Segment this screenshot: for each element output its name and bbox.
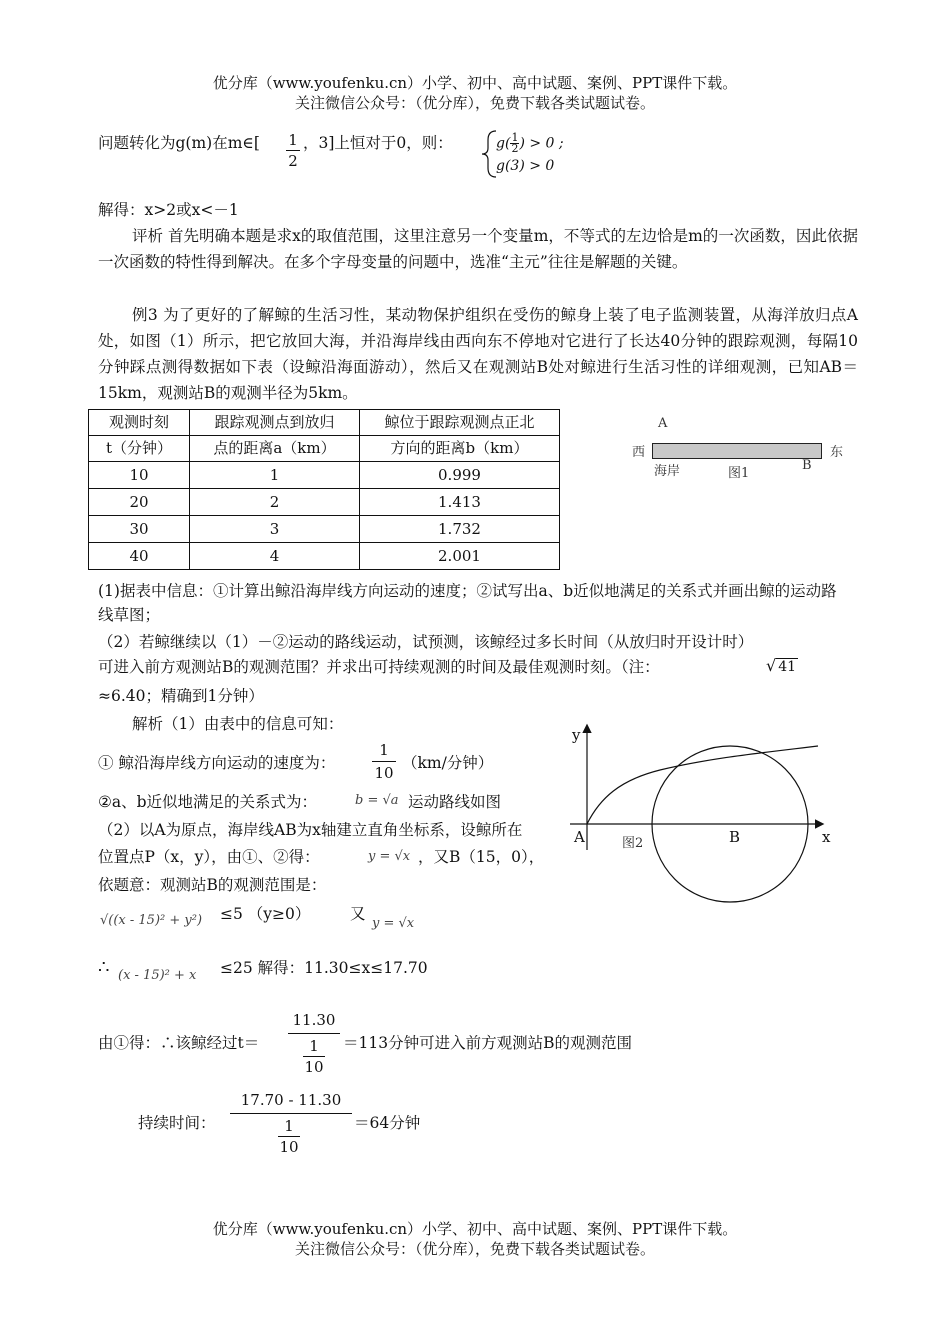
intro-suffix: ，3]上恒对于0，则：: [303, 134, 453, 152]
speed-frac-bar: [372, 761, 396, 762]
duration-frac-num: 17.70 - 11.30: [240, 1091, 342, 1109]
duration-suffix: ＝64分钟: [354, 1114, 421, 1132]
system-eq-1-head: g(: [496, 135, 511, 152]
table-header-time-l1: 观测时刻: [108, 413, 169, 431]
fig1-label-coast: 海岸: [654, 464, 681, 479]
duration-frac-bar: [230, 1113, 352, 1114]
table-cell: 30: [89, 516, 190, 543]
system-eq-2: g(3) > 0: [496, 158, 555, 174]
relation-tail: 运动路线如图: [408, 793, 502, 811]
table-header-b-2: 方向的距离b（km）: [360, 436, 560, 462]
table-row: [89, 489, 560, 516]
table-cell: 1.732: [360, 516, 560, 543]
question-2-line-2: 可进入前方观测站B的观测范围？并求出可持续观测的时间及最佳观测时刻。（注：: [98, 658, 660, 676]
table-row: [89, 462, 560, 489]
time-prefix: 由①得：∴该鲸经过t＝: [98, 1034, 260, 1052]
part2-formula: y = √x: [368, 849, 411, 864]
fig2-label-y: y: [572, 726, 581, 744]
table-cell: 4: [190, 543, 360, 570]
header-line-2: 关注微信公众号：（优分库），免费下载各类试题试卷。: [294, 94, 655, 112]
question-2-line-3: ≈6.40；精确到1分钟）: [98, 687, 264, 705]
question-2-line-1: （2）若鲸继续以（1）－②运动的路线运动，试预测，该鲸经过多长时间（从放归时开设计时）: [98, 633, 754, 651]
sqrt-41: [766, 656, 798, 675]
question-1: (1)据表中信息：①计算出鲸沿海岸线方向运动的速度；②试写出a、b近似地满足的关系式并画出鲸的运动路线草图；: [98, 582, 837, 624]
intro-fraction: [286, 131, 300, 170]
fig2-label-b: B: [729, 828, 741, 846]
table-cell: 1.413: [360, 489, 560, 516]
solution-1: 解得：x>2或x<－1: [98, 201, 239, 219]
system-eq-1-tail: ) > 0 ;: [519, 135, 564, 152]
table-header-b-l1: 鲸位于跟踪观测点正北: [384, 413, 535, 431]
fig2-whale-path: [587, 746, 818, 824]
fig1-caption: 图1: [728, 466, 750, 481]
speed-label: ① 鲸沿海岸线方向运动的速度为：: [98, 754, 336, 772]
intro-prefix: 问题转化为g(m)在m∈[: [98, 134, 260, 152]
sqrt-41-radicand: 41: [778, 659, 797, 675]
time-frac-bar: [288, 1033, 340, 1034]
system-eq-1: [496, 133, 564, 154]
intro-frac-den: 2: [288, 152, 298, 170]
fig1-label-east: 东: [830, 445, 844, 460]
time-frac-den-num: 1: [309, 1037, 319, 1055]
speed-frac-den: 10: [374, 764, 394, 782]
table-cell: 0.999: [360, 462, 560, 489]
time-frac-num: 11.30: [292, 1011, 336, 1029]
table-header-a-l1: 跟踪观测点到放归: [214, 413, 335, 431]
duration-frac-den-den: 10: [279, 1138, 299, 1156]
table-cell: 2: [190, 489, 360, 516]
relation-formula: b = √a: [355, 793, 399, 808]
footer-line-1: 优分库（www.youfenku.cn）小学、初中、高中试题、案例、PPT课件下载。: [212, 1220, 738, 1238]
observation-table: [88, 409, 560, 570]
duration-frac-den: [278, 1116, 300, 1157]
inequality-formula-2: y = √x: [372, 916, 415, 931]
speed-unit: （km/分钟）: [402, 754, 494, 772]
table-header-time: [89, 410, 190, 436]
fig2-caption: 图2: [622, 836, 644, 851]
footer-line-2: 关注微信公众号：（优分库），免费下载各类试题试卷。: [294, 1240, 655, 1258]
sqrt-symbol: √: [766, 656, 777, 675]
header-line-1: 优分库（www.youfenku.cn）小学、初中、高中试题、案例、PPT课件下载。: [212, 74, 738, 92]
part2-line-2a: 位置点P（x，y），由①、②得：: [98, 848, 320, 866]
table-row: [89, 543, 560, 570]
table-row: [89, 516, 560, 543]
table-cell: 2.001: [360, 543, 560, 570]
duration-fraction: [230, 1089, 352, 1157]
fig1-label-a: A: [658, 416, 668, 431]
relation-label: ②a、b近似地满足的关系式为：: [98, 793, 318, 811]
part2-line-2b: ，又B（15，0），: [418, 848, 545, 866]
fig1-label-west: 西: [632, 445, 646, 460]
time-fraction: [288, 1009, 340, 1078]
table-header-row: [89, 410, 560, 436]
time-suffix: ＝113分钟可进入前方观测站B的观测范围: [343, 1034, 632, 1052]
duration-prefix: 持续时间：: [138, 1114, 216, 1132]
table-header-a-2: 点的距离a（km）: [190, 436, 360, 462]
fig2-label-a: A: [574, 828, 585, 846]
intro-frac-bar: [286, 150, 300, 151]
analysis-heading: 解析（1）由表中的信息可知：: [132, 715, 344, 733]
therefore-tail: ≤25 解得：11.30≤x≤17.70: [220, 959, 428, 977]
fig1-label-b: B: [802, 458, 812, 473]
example-3-paragraph: 例3 为了更好的了解鲸的生活习性，某动物保护组织在受伤的鲸身上装了电子监测装置，从海洋放归点A处，如图（1）所示，把它放回大海，并沿海岸线由西向东不停地对它进行了长达40分钟的跟踪观测，每隔10分钟踩点测得数据如下表（设鲸沿海面游动），然后又在观测站B处对鲸进行生活习性的详细观测，已知AB＝15km，观测站B的观测半径为5km。: [98, 306, 858, 402]
table-header-distance-b: [360, 410, 560, 436]
part2-line-3: 依题意：观测站B的观测范围是：: [98, 876, 327, 894]
duration-frac-den-num: 1: [284, 1117, 294, 1135]
table-cell: 1: [190, 462, 360, 489]
inequality-tail: ≤5 （y≥0）: [220, 905, 311, 923]
table-header-distance-a: [190, 410, 360, 436]
therefore-formula: (x - 15)² + x: [118, 968, 197, 983]
table-cell: 3: [190, 516, 360, 543]
table-header-time-2: t（分钟）: [89, 436, 190, 462]
inequality-formula: √((x - 15)² + y²): [100, 913, 203, 928]
therefore-symbol: ∴: [98, 957, 110, 978]
comment-paragraph: 评析 首先明确本题是求x的取值范围，这里注意另一个变量m，不等式的左边恰是m的一次函数，因此依据一次函数的特性得到解决。在多个字母变量的问题中，选准“主元”往往是解题的关键。: [98, 227, 858, 271]
inequality-you: 又: [350, 905, 366, 923]
system-frac-num: 1: [511, 131, 519, 144]
speed-fraction: [372, 741, 396, 782]
fig1-coastline-bar: [652, 443, 822, 459]
part2-line-1: （2）以A为原点，海岸线AB为x轴建立直角坐标系，设鲸所在: [98, 821, 523, 839]
table-header-row-2: [89, 436, 560, 462]
table-cell: 40: [89, 543, 190, 570]
fig2-graph: [560, 718, 850, 904]
fig2-label-x: x: [822, 828, 831, 846]
speed-frac-num: 1: [379, 741, 389, 759]
table-cell: 10: [89, 462, 190, 489]
time-frac-den: [303, 1036, 325, 1077]
system-frac-den: 2: [511, 142, 519, 155]
intro-frac-num: 1: [288, 131, 298, 149]
table-cell: 20: [89, 489, 190, 516]
time-frac-den-den: 10: [304, 1058, 324, 1076]
